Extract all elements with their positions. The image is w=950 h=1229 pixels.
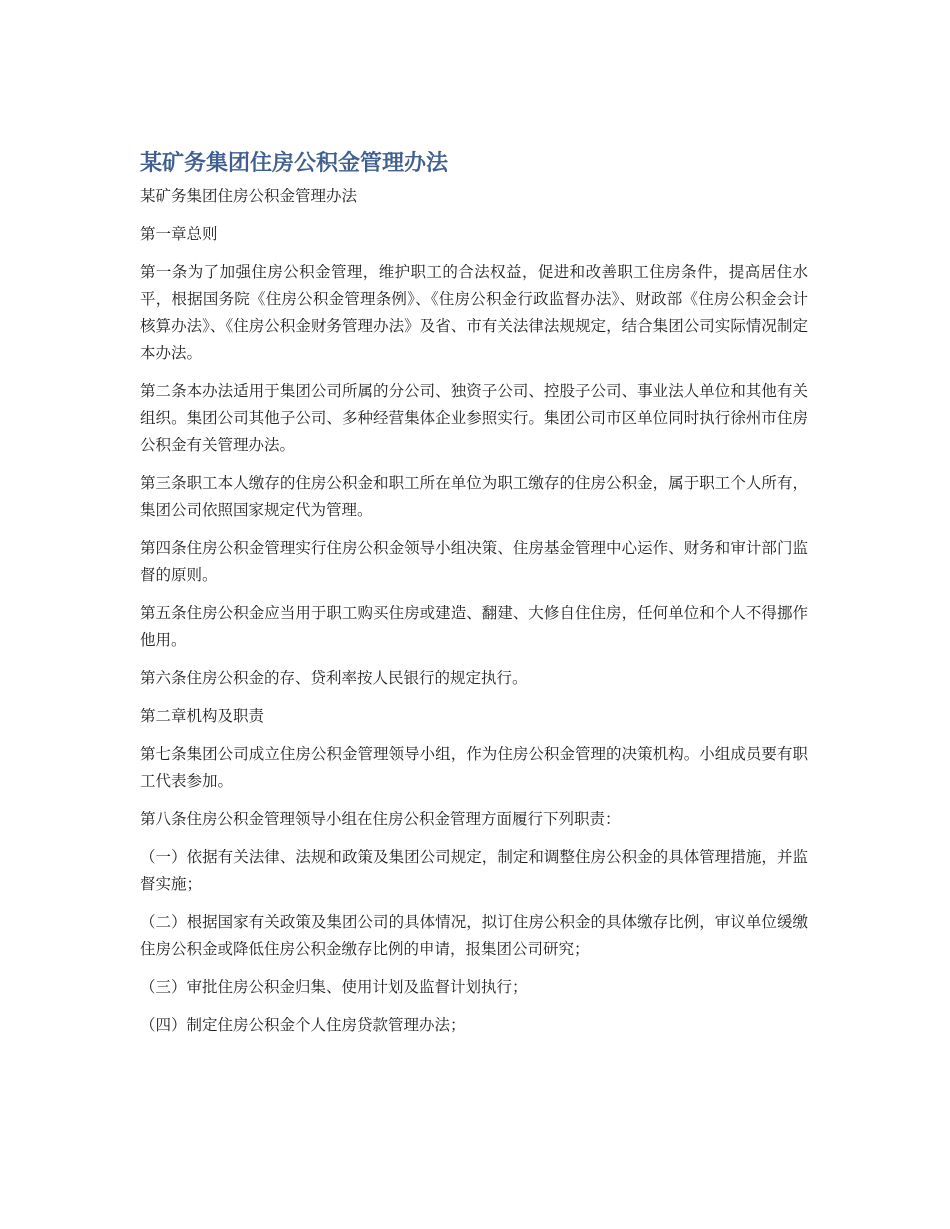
document-title: 某矿务集团住房公积金管理办法 bbox=[140, 151, 449, 176]
article-paragraph: 第一条为了加强住房公积金管理，维护职工的合法权益，促进和改善职工住房条件，提高居住水平，根据国务院《住房公积金管理条例》、《住房公积金行政监督办法》、财政部《住房公积金会计核算办法》、《住房公积金财务管理办法》及省、市有关法律法规规定，结合集团公司实际情况制定本办法。 bbox=[140, 263, 808, 362]
article-paragraph: （四）制定住房公积金个人住房贷款管理办法； bbox=[140, 1016, 466, 1034]
article-paragraph: （二）根据国家有关政策及集团公司的具体情况，拟订住房公积金的具体缴存比例，审议单位缓缴住房公积金或降低住房公积金缴存比例的申请，报集团公司研究； bbox=[140, 913, 808, 958]
document-body bbox=[140, 221, 808, 1039]
chapter-heading: 第二章机构及职责 bbox=[140, 707, 265, 725]
article-paragraph: 第五条住房公积金应当用于职工购买住房或建造、翻建、大修自住住房，任何单位和个人不得挪作他用。 bbox=[140, 604, 808, 649]
document-subtitle: 某矿务集团住房公积金管理办法 bbox=[140, 187, 358, 205]
article-paragraph: 第三条职工本人缴存的住房公积金和职工所在单位为职工缴存的住房公积金，属于职工个人所有，集团公司依照国家规定代为管理。 bbox=[140, 474, 808, 519]
chapter-heading: 第一章总则 bbox=[140, 225, 218, 243]
article-paragraph: 第七条集团公司成立住房公积金管理领导小组，作为住房公积金管理的决策机构。小组成员要有职工代表参加。 bbox=[140, 745, 808, 790]
article-paragraph: （三）审批住房公积金归集、使用计划及监督计划执行； bbox=[140, 978, 528, 996]
article-paragraph: 第四条住房公积金管理实行住房公积金领导小组决策、住房基金管理中心运作、财务和审计部门监督的原则。 bbox=[140, 539, 808, 584]
article-paragraph: （一）依据有关法律、法规和政策及集团公司规定，制定和调整住房公积金的具体管理措施，并监督实施； bbox=[140, 848, 808, 893]
document-page bbox=[140, 148, 808, 1050]
article-paragraph: 第八条住房公积金管理领导小组在住房公积金管理方面履行下列职责： bbox=[140, 810, 621, 828]
article-paragraph: 第六条住房公积金的存、贷利率按人民银行的规定执行。 bbox=[140, 669, 528, 687]
article-paragraph: 第二条本办法适用于集团公司所属的分公司、独资子公司、控股子公司、事业法人单位和其他有关组织。集团公司其他子公司、多种经营集体企业参照实行。集团公司市区单位同时执行徐州市住房公积金有关管理办法。 bbox=[140, 382, 808, 454]
